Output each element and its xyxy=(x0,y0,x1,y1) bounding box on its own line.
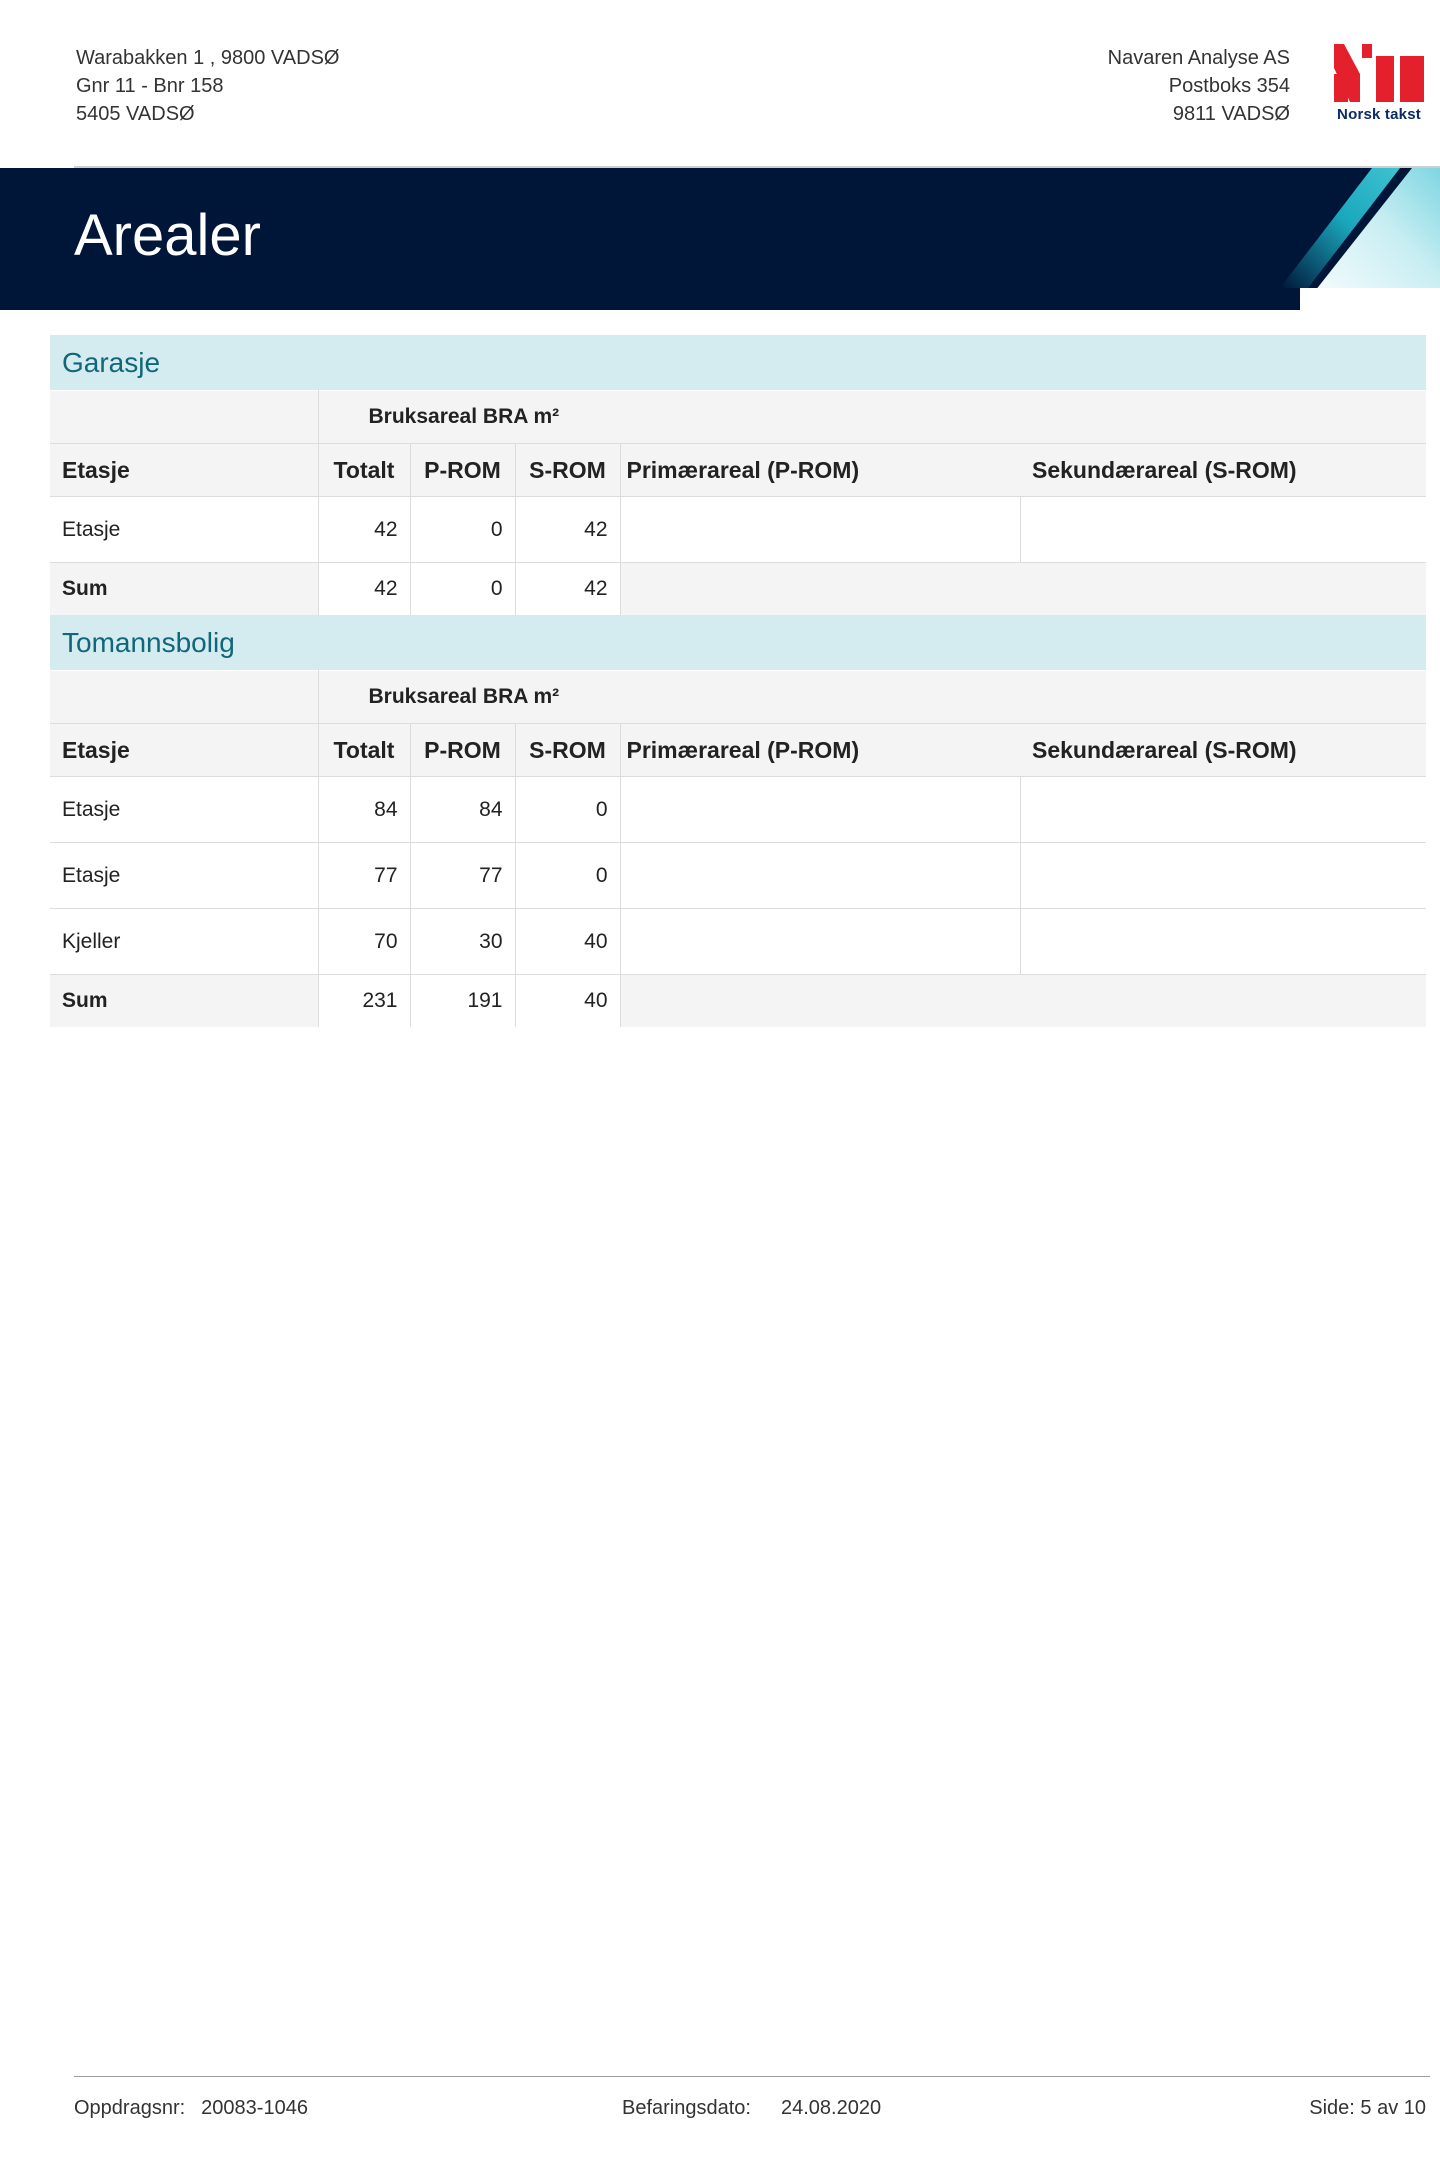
address-line: 5405 VADSØ xyxy=(76,103,195,125)
group-label: Bruksareal BRA m² xyxy=(318,671,1426,724)
section-header-garasje xyxy=(50,335,1426,391)
oppdrag-label: Oppdragsnr: xyxy=(74,2097,186,2119)
sum-srom: 42 xyxy=(515,563,620,616)
cell-totalt: 84 xyxy=(318,777,410,843)
section-title: Tomannsbolig xyxy=(50,615,1426,671)
cell-primaer xyxy=(620,909,1020,975)
table-row xyxy=(50,497,1426,563)
sum-fill xyxy=(620,563,1426,616)
cell-sekundaer xyxy=(1020,497,1426,563)
sum-srom: 40 xyxy=(515,975,620,1028)
cell-prom: 30 xyxy=(410,909,515,975)
sum-prom: 191 xyxy=(410,975,515,1028)
col-totalt: Totalt xyxy=(318,724,410,777)
table-row xyxy=(50,777,1426,843)
cell-totalt: 70 xyxy=(318,909,410,975)
address-line: Gnr 11 - Bnr 158 xyxy=(76,75,224,97)
col-prom: P-ROM xyxy=(410,444,515,497)
company-line: Postboks 354 xyxy=(1168,75,1290,97)
column-header-row xyxy=(50,444,1426,497)
col-etasje: Etasje xyxy=(50,444,318,497)
sum-totalt: 42 xyxy=(318,563,410,616)
company-line: 9811 VADSØ xyxy=(1172,103,1290,125)
section-title: Garasje xyxy=(50,335,1426,391)
cell-prom: 84 xyxy=(410,777,515,843)
cell-etasje: Etasje xyxy=(50,497,318,563)
sum-row xyxy=(50,563,1426,616)
sum-label: Sum xyxy=(50,563,318,616)
property-address xyxy=(76,44,339,128)
sum-row xyxy=(50,975,1426,1028)
col-primaer: Primærareal (P-ROM) xyxy=(620,444,1020,497)
footer-befaring xyxy=(622,2097,881,2120)
sum-prom: 0 xyxy=(410,563,515,616)
cell-srom: 0 xyxy=(515,843,620,909)
area-table xyxy=(50,335,1426,1027)
page-title: Arealer xyxy=(74,203,261,268)
cell-sekundaer xyxy=(1020,843,1426,909)
cell-totalt: 77 xyxy=(318,843,410,909)
col-totalt: Totalt xyxy=(318,444,410,497)
cell-etasje: Kjeller xyxy=(50,909,318,975)
group-label: Bruksareal BRA m² xyxy=(318,391,1426,444)
address-line: Warabakken 1 , 9800 VADSØ xyxy=(76,47,340,69)
cell-srom: 0 xyxy=(515,777,620,843)
section-banner xyxy=(0,168,1440,310)
logo-mark-icon xyxy=(1330,44,1428,102)
cell-sekundaer xyxy=(1020,777,1426,843)
cell-primaer xyxy=(620,497,1020,563)
col-srom: S-ROM xyxy=(515,724,620,777)
col-primaer: Primærareal (P-ROM) xyxy=(620,724,1020,777)
column-group-row xyxy=(50,391,1426,444)
sum-fill xyxy=(620,975,1426,1028)
logo-text: Norsk takst xyxy=(1337,106,1421,123)
column-header-row xyxy=(50,724,1426,777)
befaring-label: Befaringsdato: xyxy=(622,2097,751,2119)
footer-oppdrag xyxy=(74,2097,308,2120)
section-header-tomannsbolig xyxy=(50,615,1426,671)
cell-primaer xyxy=(620,777,1020,843)
befaring-value: 24.08.2020 xyxy=(780,2097,882,2119)
col-sekundaer: Sekundærareal (S-ROM) xyxy=(1020,724,1426,777)
cell-etasje: Etasje xyxy=(50,777,318,843)
cell-prom: 0 xyxy=(410,497,515,563)
cell-primaer xyxy=(620,843,1020,909)
group-spacer xyxy=(50,391,318,444)
sum-label: Sum xyxy=(50,975,318,1028)
column-group-row xyxy=(50,671,1426,724)
table-row xyxy=(50,909,1426,975)
cell-srom: 40 xyxy=(515,909,620,975)
cell-sekundaer xyxy=(1020,909,1426,975)
cell-srom: 42 xyxy=(515,497,620,563)
col-prom: P-ROM xyxy=(410,724,515,777)
cell-etasje: Etasje xyxy=(50,843,318,909)
col-srom: S-ROM xyxy=(515,444,620,497)
col-sekundaer: Sekundærareal (S-ROM) xyxy=(1020,444,1426,497)
oppdrag-value: 20083-1046 xyxy=(201,2097,308,2119)
cell-totalt: 42 xyxy=(318,497,410,563)
cell-prom: 77 xyxy=(410,843,515,909)
col-etasje: Etasje xyxy=(50,724,318,777)
table-row xyxy=(50,843,1426,909)
company-line: Navaren Analyse AS xyxy=(1107,47,1290,69)
company-address xyxy=(1108,44,1290,128)
sum-totalt: 231 xyxy=(318,975,410,1028)
footer-divider xyxy=(74,2076,1430,2077)
page-number: Side: 5 av 10 xyxy=(1309,2097,1426,2119)
norsk-takst-logo xyxy=(1330,44,1428,123)
group-spacer xyxy=(50,671,318,724)
